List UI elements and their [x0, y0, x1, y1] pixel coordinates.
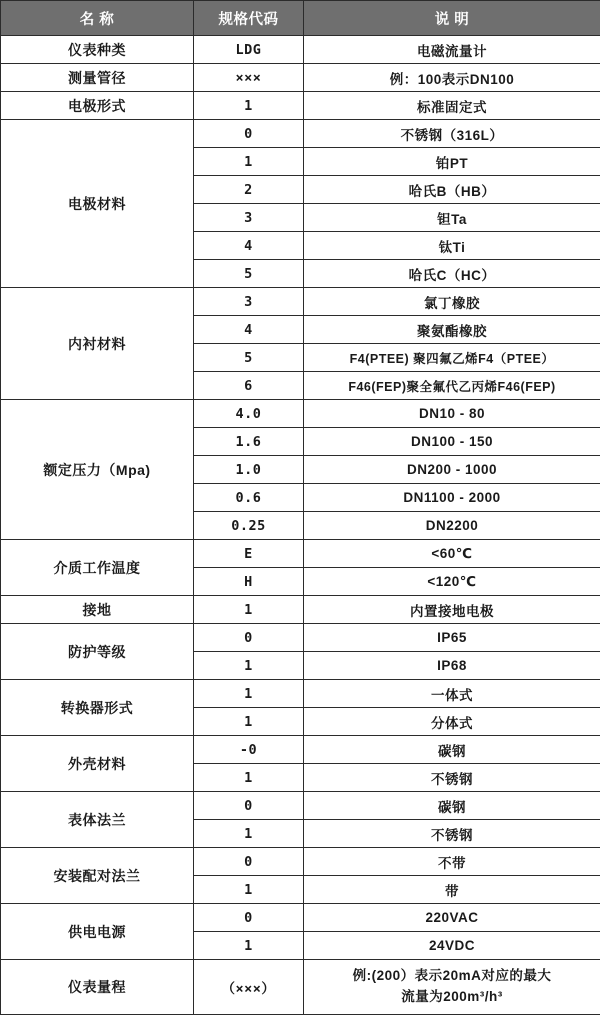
spec-code-cell: 0 [194, 848, 304, 876]
table-row [1, 288, 600, 316]
spec-description-cell: 220VAC [304, 904, 600, 932]
spec-description-cell: 标准固定式 [304, 92, 600, 120]
spec-description-cell: DN200 - 1000 [304, 456, 600, 484]
table-row [1, 400, 600, 428]
table-row [1, 36, 600, 64]
spec-description-cell: 铂PT [304, 148, 600, 176]
table-header [1, 1, 600, 36]
spec-code-cell: 4 [194, 232, 304, 260]
table-row [1, 540, 600, 568]
spec-description-cell: 碳钢 [304, 736, 600, 764]
spec-description-cell: DN100 - 150 [304, 428, 600, 456]
spec-description-cell: 不锈钢 [304, 764, 600, 792]
spec-description-cell: 氯丁橡胶 [304, 288, 600, 316]
spec-code-cell: 1 [194, 820, 304, 848]
row-name-cell: 电极形式 [1, 92, 194, 120]
spec-description-cell: 哈氏C（HC） [304, 260, 600, 288]
spec-code-cell: 1 [194, 652, 304, 680]
row-name-cell: 转换器形式 [1, 680, 194, 736]
spec-code-cell: 4.0 [194, 400, 304, 428]
row-name-cell: 内衬材料 [1, 288, 194, 400]
row-name-cell: 介质工作温度 [1, 540, 194, 596]
spec-code-cell: 1 [194, 876, 304, 904]
row-name-cell: 仪表种类 [1, 36, 194, 64]
spec-code-cell: 1.0 [194, 456, 304, 484]
spec-description-cell: 例:(200）表示20mA对应的最大 流量为200m³/h³ [304, 960, 600, 1015]
spec-description-cell: 一体式 [304, 680, 600, 708]
table-row [1, 624, 600, 652]
spec-code-cell: 3 [194, 204, 304, 232]
spec-code-cell: H [194, 568, 304, 596]
spec-description-cell: 聚氨酯橡胶 [304, 316, 600, 344]
spec-code-cell: ××× [194, 64, 304, 92]
table-row [1, 960, 600, 1015]
row-name-cell: 表体法兰 [1, 792, 194, 848]
spec-code-cell: 1 [194, 680, 304, 708]
column-header-description: 说 明 [304, 1, 600, 36]
spec-description-cell: 不带 [304, 848, 600, 876]
spec-code-cell: 5 [194, 260, 304, 288]
row-name-cell: 外壳材料 [1, 736, 194, 792]
table-row [1, 904, 600, 932]
spec-description-cell: 电磁流量计 [304, 36, 600, 64]
table-row [1, 848, 600, 876]
spec-code-cell: LDG [194, 36, 304, 64]
spec-description-cell: DN2200 [304, 512, 600, 540]
spec-code-cell: 1 [194, 764, 304, 792]
spec-code-cell: 6 [194, 372, 304, 400]
spec-code-cell: 0 [194, 120, 304, 148]
spec-description-cell: DN1100 - 2000 [304, 484, 600, 512]
spec-code-cell: 1 [194, 596, 304, 624]
spec-description-cell: IP65 [304, 624, 600, 652]
table-body [1, 36, 600, 1015]
spec-code-cell: 1 [194, 92, 304, 120]
spec-code-cell: 3 [194, 288, 304, 316]
row-name-cell: 测量管径 [1, 64, 194, 92]
spec-description-cell: 钛Ti [304, 232, 600, 260]
table-header-row [1, 1, 600, 36]
row-name-cell: 安装配对法兰 [1, 848, 194, 904]
spec-code-cell: 1 [194, 932, 304, 960]
spec-code-cell: 2 [194, 176, 304, 204]
spec-code-cell: 0 [194, 904, 304, 932]
spec-description-cell: 例：100表示DN100 [304, 64, 600, 92]
spec-code-cell: 4 [194, 316, 304, 344]
table-row [1, 736, 600, 764]
spec-code-cell: 1 [194, 708, 304, 736]
row-name-cell: 接地 [1, 596, 194, 624]
table-row [1, 92, 600, 120]
table-row [1, 120, 600, 148]
spec-description-cell: 带 [304, 876, 600, 904]
spec-description-cell: <120℃ [304, 568, 600, 596]
spec-code-cell: 0 [194, 792, 304, 820]
row-name-cell: 电极材料 [1, 120, 194, 288]
row-name-cell: 供电电源 [1, 904, 194, 960]
spec-code-cell: 0 [194, 624, 304, 652]
table-row [1, 64, 600, 92]
spec-code-cell: -0 [194, 736, 304, 764]
spec-description-cell: 分体式 [304, 708, 600, 736]
row-name-cell: 仪表量程 [1, 960, 194, 1015]
spec-code-cell: 5 [194, 344, 304, 372]
spec-description-cell: 内置接地电极 [304, 596, 600, 624]
row-name-cell: 额定压力（Mpa) [1, 400, 194, 540]
spec-description-cell: 哈氏B（HB） [304, 176, 600, 204]
spec-code-cell: 0.6 [194, 484, 304, 512]
spec-code-cell: （×××） [194, 960, 304, 1015]
spec-description-cell: <60℃ [304, 540, 600, 568]
table-row [1, 596, 600, 624]
spec-code-cell: 1.6 [194, 428, 304, 456]
spec-description-cell: 钽Ta [304, 204, 600, 232]
spec-description-cell: DN10 - 80 [304, 400, 600, 428]
spec-description-cell: F4(PTEE) 聚四氟乙烯F4（PTEE） [304, 344, 600, 372]
spec-code-cell: 0.25 [194, 512, 304, 540]
table-row [1, 792, 600, 820]
spec-description-cell: 碳钢 [304, 792, 600, 820]
column-header-code: 规格代码 [194, 1, 304, 36]
row-name-cell: 防护等级 [1, 624, 194, 680]
column-header-name: 名 称 [1, 1, 194, 36]
spec-description-cell: 不锈钢（316L） [304, 120, 600, 148]
spec-code-cell: 1 [194, 148, 304, 176]
spec-description-cell: IP68 [304, 652, 600, 680]
spec-description-cell: 24VDC [304, 932, 600, 960]
table-row [1, 680, 600, 708]
spec-description-cell: F46(FEP)聚全氟代乙丙烯F46(FEP) [304, 372, 600, 400]
spec-code-cell: E [194, 540, 304, 568]
spec-description-cell: 不锈钢 [304, 820, 600, 848]
